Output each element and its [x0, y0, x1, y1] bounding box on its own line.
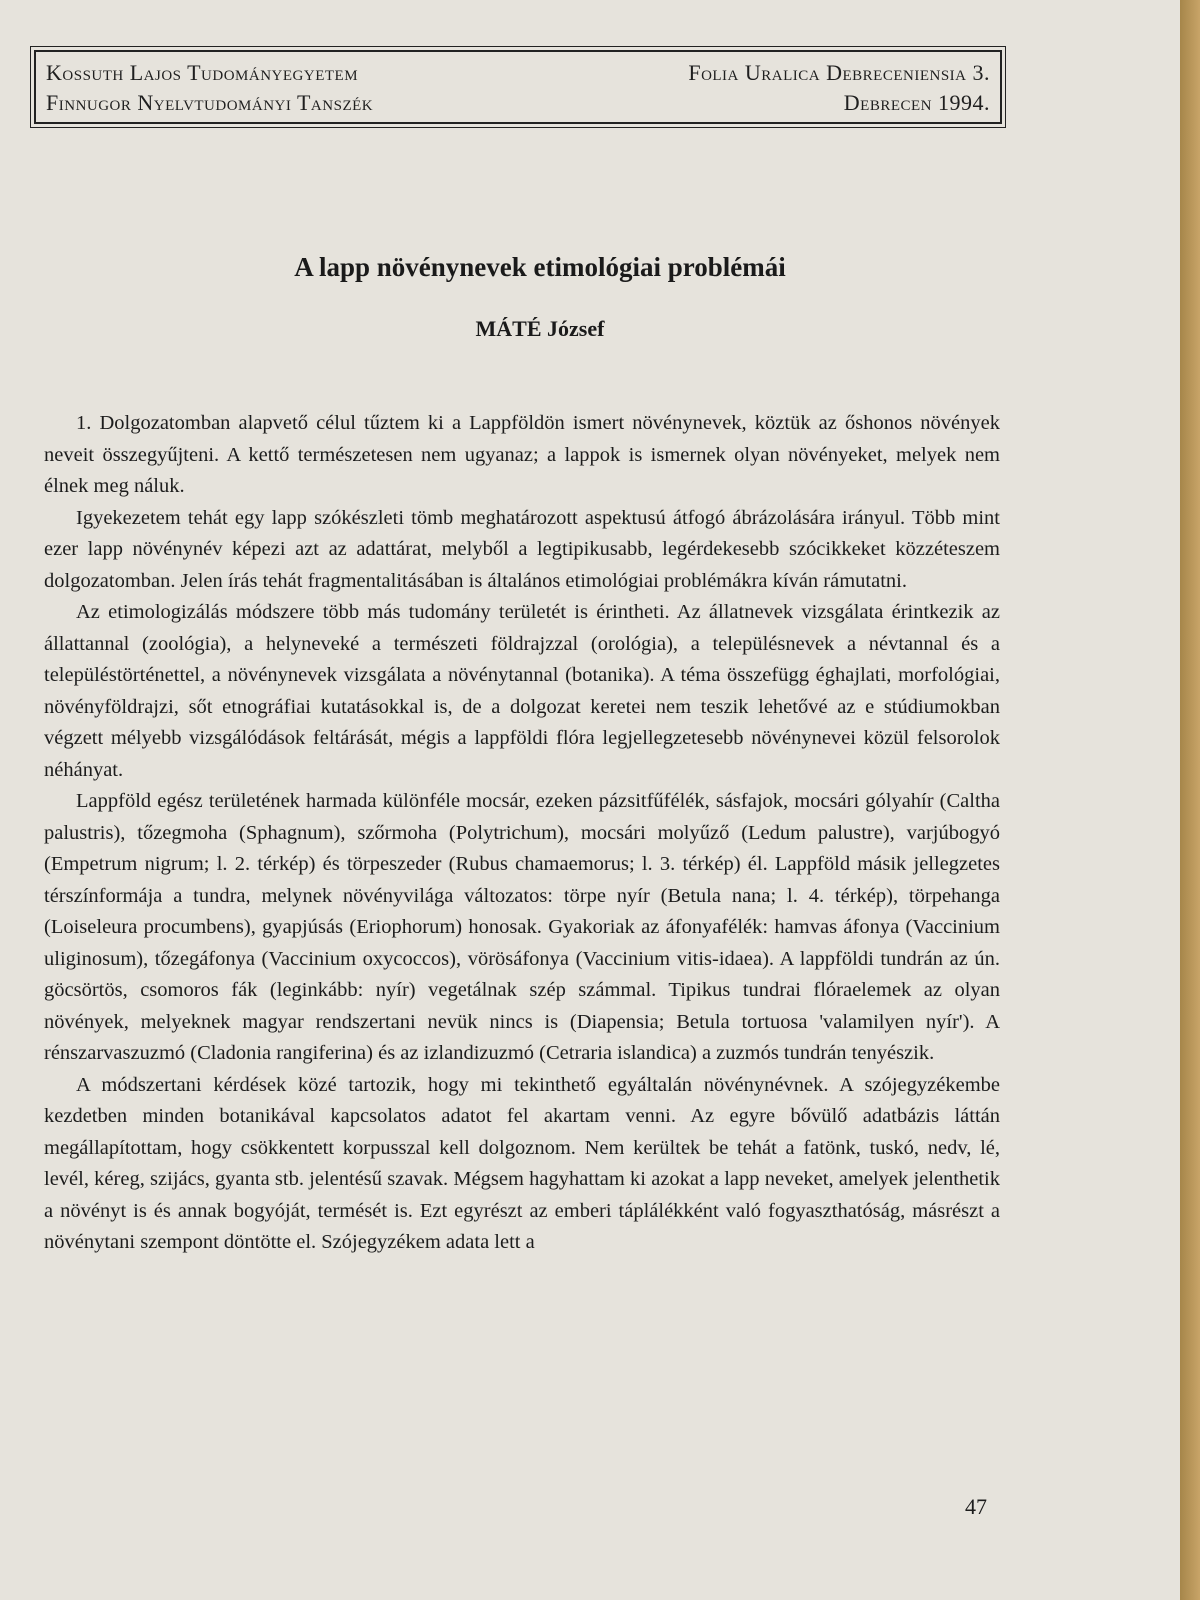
paragraph: A módszertani kérdések közé tartozik, hogy mi tekinthető egyáltalán növénynévnek. A szójegyzékembe kezdetben minden botanikával kapcsolatos adatot fel akartam venni. Az egyre bővülő adatbázis láttán megállapítottam, hogy csökkentett korpusszal kell dolgoznom. Nem kerültek be tehát a fatönk, tuskó, nedv, lé, levél, kéreg, szijács, gyanta stb. jelentésű szavak. Mégsem hagyhattam ki azokat a lapp neveket, amelyek jelenthetik a növényt is és annak bogyóját, termését is. Ezt egyrészt az emberi táplálékként való fogyaszthatóság, másrészt a növénytani szempont döntötte el. Szójegyzékem adata lett a [44, 1073, 1000, 1253]
article-title: A lapp növénynevek etimológiai problémái [294, 252, 786, 282]
journal-header [34, 50, 1002, 124]
paragraph: Az etimologizálás módszere több más tudomány területét is érintheti. Az állatnevek vizsgálata érintkezik az állattannal (zoológia), a helyneveké a természeti földrajzzal (orológia), a településnevek a névtannal és a településtörténettel, a növénynevek vizsgálata a növénytannal (botanika). A téma összefügg éghajlati, morfológiai, növényföldrajzi, sőt etnográfiai kutatásokkal is, de a dolgozat keretei nem teszik lehetővé az e stúdiumokban végzett mélyebb vizsgálódások feltárását, mégis a lappföldi flóra legjellegzetesebb növénynevei közül felsorolok néhányat. [44, 601, 1000, 781]
page-number: 47 [965, 1494, 987, 1519]
header-place-year: Debrecen 1994. [843, 90, 990, 115]
paragraph: 1. Dolgozatomban alapvető célul tűztem ki a Lappföldön ismert növénynevek, köztük az őshonos növények neveit összegyűjteni. A kettő természetesen nem ugyanaz; a lappok is ismernek olyan növényeket, melyek nem élnek meg náluk. [44, 412, 1000, 497]
book-edge [1180, 0, 1200, 1600]
paragraph: Lappföld egész területének harmada különféle mocsár, ezeken pázsitfűfélék, sásfajok, mocsári gólyahír (Caltha palustris), tőzegmoha (Sphagnum), szőrmoha (Polytrichum), mocsári molyűző (Ledum palustre), varjúbogyó (Empetrum nigrum; l. 2. térkép) és törpeszeder (Rubus chamaemorus; l. 3. térkép) él. Lappföld másik jellegzetes térszínformája a tundra, melynek növényvilága változatos: törpe nyír (Betula nana; l. 4. térkép), törpehanga (Loiseleura procumbens), gyapjúsás (Eriophorum) honosak. Gyakoriak az áfonyafélék: hamvas áfonya (Vaccinium uliginosum), tőzegáfonya (Vaccinium oxycoccos), vörösáfonya (Vaccinium vitis-idaea). A lappföldi tundrán az ún. göcsörtös, csomoros fák (leginkább: nyír) vegetálnak szép számmal. Tipikus tundrai flóraelemek az olyan növények, melyeknek magyar rendszertani nevük nincs is (Diapensia; Betula tortuosa 'valamilyen nyír'). A rénszarvaszuzmó (Cladonia rangiferina) és az izlandizuzmó (Cetraria islandica) a zuzmós tundrán tenyészik. [44, 790, 1000, 1064]
article-body [44, 408, 1000, 1259]
header-university: Kossuth Lajos Tudományegyetem [46, 60, 359, 85]
header-journal: Folia Uralica Debreceniensia 3. [688, 60, 990, 85]
paragraph: Igyekezetem tehát egy lapp szókészleti tömb meghatározott aspektusú átfogó ábrázolására irányul. Több mint ezer lapp növénynév képezi azt az adattárat, melyből a legtipikusabb, legérdekesebb szócikkeket közzéteszem dolgozatomban. Jelen írás tehát fragmentalitásában is általános etimológiai problémákra kíván rámutatni. [44, 506, 1000, 592]
article-author: MÁTÉ József [475, 316, 605, 341]
header-department: Finnugor Nyelvtudományi Tanszék [46, 90, 374, 115]
